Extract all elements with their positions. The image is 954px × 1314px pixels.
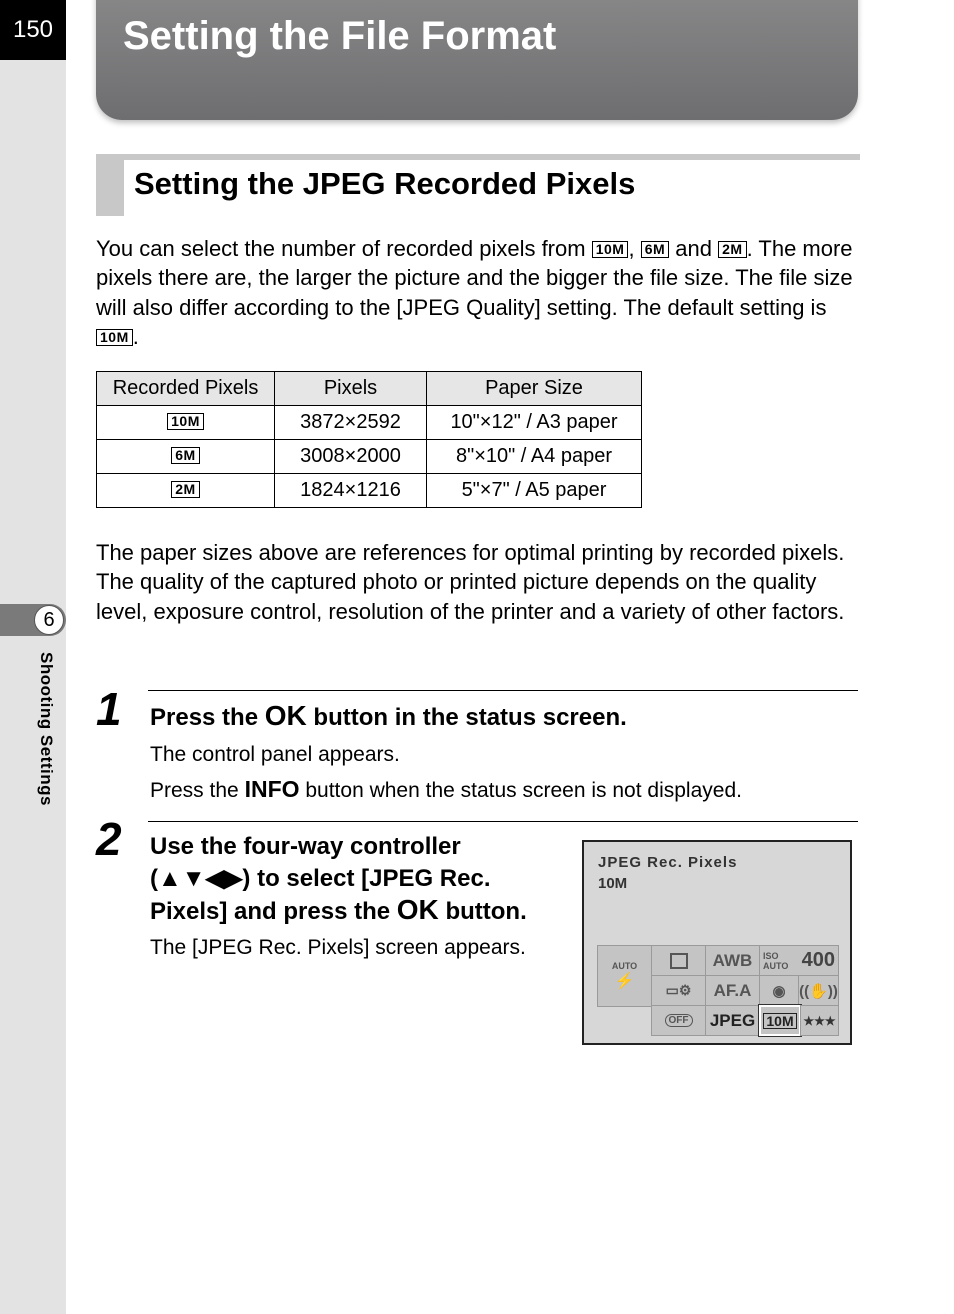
pixels-10m-icon: 10M (96, 329, 133, 346)
pixels-10m-icon: 10M (167, 413, 204, 430)
drive-mode-cell (651, 945, 706, 976)
pixels-10m-icon: 10M (592, 241, 629, 258)
pixels-6m-icon: 6M (171, 447, 199, 464)
table-header-row (97, 372, 642, 406)
table-cell: 3008×2000 (275, 440, 427, 474)
ok-button-icon: OK (264, 700, 307, 731)
single-frame-icon (670, 953, 688, 969)
iso-cell: ISO AUTO 400 (759, 945, 839, 976)
flash-mode-cell: AUTO ⚡ (597, 945, 652, 1007)
chapter-label: Shooting Settings (37, 652, 56, 806)
step-number: 2 (96, 813, 122, 865)
custom-image-cell (651, 975, 706, 1006)
page-title: Setting the File Format (123, 14, 557, 58)
table-row (97, 474, 642, 508)
table-row (97, 406, 642, 440)
section-title: Setting the JPEG Recorded Pixels (134, 166, 636, 201)
step-divider (148, 690, 858, 691)
step-text: The control panel appears. (150, 743, 400, 766)
screen-value: 10M (598, 875, 628, 892)
table-cell: 8"×10" / A4 paper (427, 440, 642, 474)
table-header: Recorded Pixels (97, 372, 275, 406)
screen-title: JPEG Rec. Pixels (598, 854, 738, 871)
table-header: Paper Size (427, 372, 642, 406)
step-text: The [JPEG Rec. Pixels] screen appears. (150, 936, 526, 959)
chapter-number: 6 (34, 605, 64, 635)
custom-image-icon: ▭⚙ (665, 982, 692, 998)
jpeg-pixels-cell: 10M (759, 1005, 801, 1036)
pixels-2m-icon: 2M (718, 241, 746, 258)
table-cell: 5"×7" / A5 paper (427, 474, 642, 508)
d-range-cell: OFF (651, 1005, 706, 1036)
step-number: 1 (96, 683, 122, 735)
section-bar (96, 154, 860, 160)
control-panel-screen (582, 840, 852, 1045)
shake-reduction-icon: ((✋)) (799, 982, 838, 1000)
metering-cell (759, 975, 799, 1006)
step-heading: Press the OK button in the status screen. (150, 700, 627, 731)
side-strip (0, 0, 66, 1314)
metering-icon: ◉ (772, 982, 786, 1000)
note-paragraph: The paper sizes above are references for optimal printing by recorded pixels. The quality of the captured photo or printed picture depends on the quality level, exposure control, resolution of the printer and a variety of other factors. (96, 540, 845, 624)
info-button-icon: INFO (244, 776, 300, 802)
af-mode-cell: AF.A (705, 975, 760, 1006)
shake-reduction-cell (798, 975, 839, 1006)
pixels-6m-icon: 6M (641, 241, 669, 258)
flash-icon: ⚡ (614, 973, 635, 990)
intro-paragraph: You can select the number of recorded pixels from 10M , 6M and 2M . The more pixels there are, the larger the picture and the bigger the file size. The file size will also differ according to the [JPEG Quality] setting. The default setting is 10M . (96, 236, 853, 349)
table-header: Pixels (275, 372, 427, 406)
table-cell: 3872×2592 (275, 406, 427, 440)
ok-button-icon: OK (396, 894, 439, 925)
jpeg-quality-cell: ★★★ (800, 1005, 839, 1036)
step-heading: Use the four-way controller (▲▼◀▶) to select [JPEG Rec. Pixels] and press the OK button. (150, 833, 527, 925)
section-marker (96, 154, 124, 216)
white-balance-cell: AWB (705, 945, 760, 976)
pixels-2m-icon: 2M (171, 481, 199, 498)
table-cell: 1824×1216 (275, 474, 427, 508)
pixels-table (96, 371, 642, 508)
table-cell: 10"×12" / A3 paper (427, 406, 642, 440)
step-text: Press the INFO button when the status screen is not displayed. (150, 776, 742, 802)
page-number: 150 (0, 0, 66, 60)
step-divider (148, 821, 858, 822)
table-row (97, 440, 642, 474)
file-format-cell: JPEG (705, 1005, 760, 1036)
